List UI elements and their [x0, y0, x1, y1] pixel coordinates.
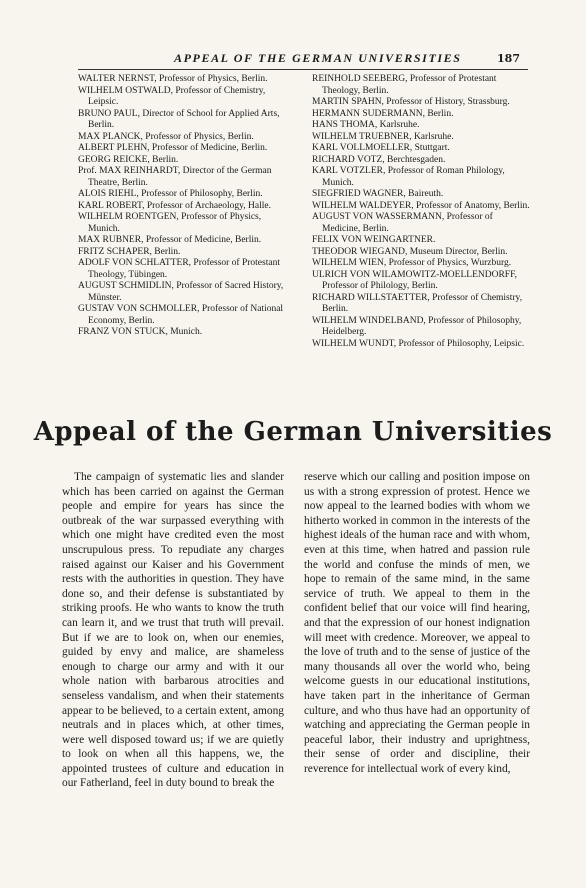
- signatory-entry: AUGUST SCHMIDLIN, Professor of Sacred History, Münster.: [78, 281, 284, 303]
- signatory-entry: AUGUST VON WASSERMANN, Professor of Medicine, Berlin.: [312, 212, 493, 234]
- signatory-entry: ALBERT PLEHN, Professor of Medicine, Berlin.: [78, 143, 268, 153]
- signatory-entry: FELIX VON WEINGARTNER.: [312, 235, 436, 245]
- article-body-left-column: The campaign of systematic lies and slander which has been carried on against the German people and empire for years has since the outbreak of the war surpassed everything with which one might have credited even the most unscrupulous press. To repudiate any charges raised against our Kaiser and his Government rests with the authorities in question. They have done so, and their defense is substantiated by striking proofs. He who wants to know the truth can learn it, and we trust that truth will prevail. But if we are to look on, when our enemies, guided by envy and malice, are shameless enough to charge our army and with it our whole nation with barbarous atrocities and senseless vandalism, and when their statements appear to be believed, to a certain extent, among neutrals and in places which, at other times, were well disposed toward us; if we are quietly to look on when all this happens, we, the appointed trustees of culture and education in our Fatherland, feel in duty bound to break the: [62, 471, 284, 790]
- signatory-entry: WILHELM TRUEBNER, Karlsruhe.: [312, 131, 454, 142]
- signatory-entry: Prof. MAX REINHARDT, Director of the German Theatre, Berlin.: [78, 166, 272, 188]
- article-title: Appeal of the German Universities: [33, 417, 553, 447]
- running-head: [78, 48, 528, 68]
- running-title: APPEAL OF THE GERMAN UNIVERSITIES: [174, 51, 462, 65]
- signatory-entry: BRUNO PAUL, Director of School for Applied Arts, Berlin.: [78, 108, 280, 130]
- signatory-entry: WILHELM WIEN, Professor of Physics, Wurzburg.: [312, 258, 512, 268]
- signatory-entry: KARL VOLLMOELLER, Stuttgart.: [312, 143, 450, 153]
- signatory-entry: WALTER NERNST, Professor of Physics, Berlin.: [78, 74, 268, 84]
- signatory-entry: ULRICH VON WILAMOWITZ-MOELLENDORFF, Professor of Philology, Berlin.: [312, 269, 517, 291]
- signatory-entry: WILHELM WUNDT, Professor of Philosophy, Leipsic.: [312, 338, 525, 349]
- signatory-entry: KARL ROBERT, Professor of Archaeology, Halle.: [78, 200, 272, 211]
- article-body-right-column: reserve which our calling and position impose on us with a strong expression of protest. Hence we now appeal to the learned bodies with whom we hitherto worked in common in the interests of the highest ideals of the human race and with whom, even at this time, when hatred and passion rule the world and confuse the minds of men, we hope to remain of the same mind, in the same service of truth. We appeal to them in the confident belief that our voice will find hearing, and that the expression of our honest indignation will meet with credence. Moreover, we appeal to the love of truth and to the sense of justice of the many thousands all over the world who, being welcome guests in our educational institutions, have taken part in the inheritance of German culture, and who thus have had an opportunity of watching and appreciating the German people in peaceful labor, their industry and uprightness, their sense of order and discipline, their reverence for intellectual work of every kind,: [304, 471, 530, 775]
- signatory-entry: SIEGFRIED WAGNER, Baireuth.: [312, 189, 444, 199]
- signatory-entry: MAX PLANCK, Professor of Physics, Berlin.: [78, 131, 254, 142]
- signatory-entry: FRANZ VON STUCK, Munich.: [78, 327, 203, 337]
- signatory-entry: RICHARD VOTZ, Berchtesgaden.: [312, 154, 446, 165]
- signatory-entry: FRITZ SCHAPER, Berlin.: [78, 246, 181, 257]
- signatory-entry: RICHARD WILLSTAETTER, Professor of Chemistry, Berlin.: [312, 292, 523, 314]
- header-rule: [78, 69, 528, 70]
- signatory-entry: THEODOR WIEGAND, Museum Director, Berlin.: [312, 246, 508, 257]
- signatory-entry: WILHELM OSTWALD, Professor of Chemistry, Leipsic.: [78, 85, 266, 107]
- signatory-entry: HERMANN SUDERMANN, Berlin.: [312, 108, 454, 119]
- signatory-entry: WILHELM ROENTGEN, Professor of Physics, Munich.: [78, 212, 262, 234]
- signatory-entry: KARL VOTZLER, Professor of Roman Philology, Munich.: [312, 166, 505, 188]
- signatory-entry: MARTIN SPAHN, Professor of History, Strassburg.: [312, 97, 510, 107]
- signatory-entry: ADOLF VON SCHLATTER, Professor of Protestant Theology, Tübingen.: [78, 258, 280, 280]
- signatory-entry: ALOIS RIEHL, Professor of Philosophy, Berlin.: [78, 189, 263, 199]
- signatories-right-column: [312, 74, 532, 350]
- page-number: 187: [497, 52, 520, 65]
- signatory-entry: WILHELM WINDELBAND, Professor of Philosophy, Heidelberg.: [312, 315, 522, 337]
- signatory-entry: REINHOLD SEEBERG, Professor of Protestant Theology, Berlin.: [312, 74, 497, 96]
- signatory-entry: HANS THOMA, Karlsruhe.: [312, 120, 420, 130]
- signatory-entry: WILHELM WALDEYER, Professor of Anatomy, Berlin.: [312, 200, 530, 211]
- signatories-left-column: [78, 74, 294, 339]
- signatory-entry: MAX RUBNER, Professor of Medicine, Berlin.: [78, 235, 262, 245]
- signatory-entry: GEORG REICKE, Berlin.: [78, 154, 179, 165]
- signatory-entry: GUSTAV VON SCHMOLLER, Professor of National Economy, Berlin.: [78, 304, 284, 326]
